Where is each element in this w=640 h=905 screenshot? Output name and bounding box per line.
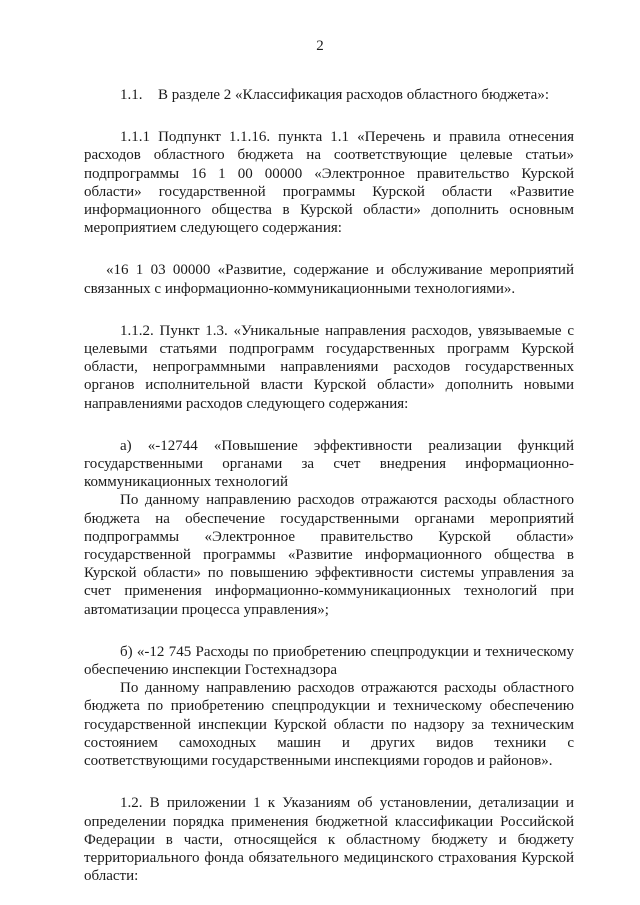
- section-1-1-1-paragraph: 1.1.1 Подпункт 1.1.16. пункта 1.1 «Перечень и правила отнесения расходов областного бюджета на соответствующие целевые статьи» подпрограммы 16 1 00 00000 «Электронное правительство Курской области» государственной программы Курской области «Развитие информационного общества в Курской области» дополнить основным мероприятием следующего содержания:: [84, 129, 574, 237]
- page-number: 2: [316, 38, 324, 54]
- item-b-description: По данному направлению расходов отражаются расходы областного бюджета по приобретению спецпродукции и техническому обеспечению государственной инспекции Курской области по надзору за техническим состоянием самоходных машин и других видов техники с соответствующими государственными инспекциями городов и районов».: [84, 680, 574, 770]
- section-1-1-number: 1.1.: [120, 87, 143, 103]
- section-1-2-paragraph: 1.2. В приложении 1 к Указаниям об установлении, детализации и определении порядка применения бюджетной классификации Российской Федерации в части, относящейся к областному бюджету и бюджету территориального фонда обязательного медицинского страхования Курской области:: [84, 795, 574, 885]
- quote-16-1-03-paragraph: «16 1 03 00000 «Развитие, содержание и обслуживание мероприятий связанных с информационно-коммуникационными технологиями».: [84, 262, 574, 297]
- item-a-description: По данному направлению расходов отражаются расходы областного бюджета на обеспечение государственными органами мероприятий подпрограммы «Электронное правительство Курской области» государственной программы «Развитие информационного общества в Курской области» по повышению эффективности системы управления за счет применения информационно-коммуникационных технологий при автоматизации процесса управления»;: [84, 492, 574, 618]
- item-b-paragraph: б) «-12 745 Расходы по приобретению спецпродукции и техническому обеспечению инспекции Гостехнадзора: [84, 643, 574, 679]
- item-a-paragraph: а) «-12744 «Повышение эффективности реализации функций государственными органами за счет внедрения информационно-коммуникационных технологий: [84, 437, 574, 491]
- section-1-1-text: В разделе 2 «Классификация расходов областного бюджета»:: [158, 87, 550, 103]
- document-body: [84, 86, 574, 885]
- section-1-1-heading: [84, 86, 574, 104]
- section-1-1-2-paragraph: 1.1.2. Пункт 1.3. «Уникальные направления расходов, увязываемые с целевыми статьями подпрограмм государственных программ Курской области, непрограммными направлениями расходов государственных органов исполнительной власти Курской области» дополнить новыми направлениями расходов следующего содержания:: [84, 322, 574, 412]
